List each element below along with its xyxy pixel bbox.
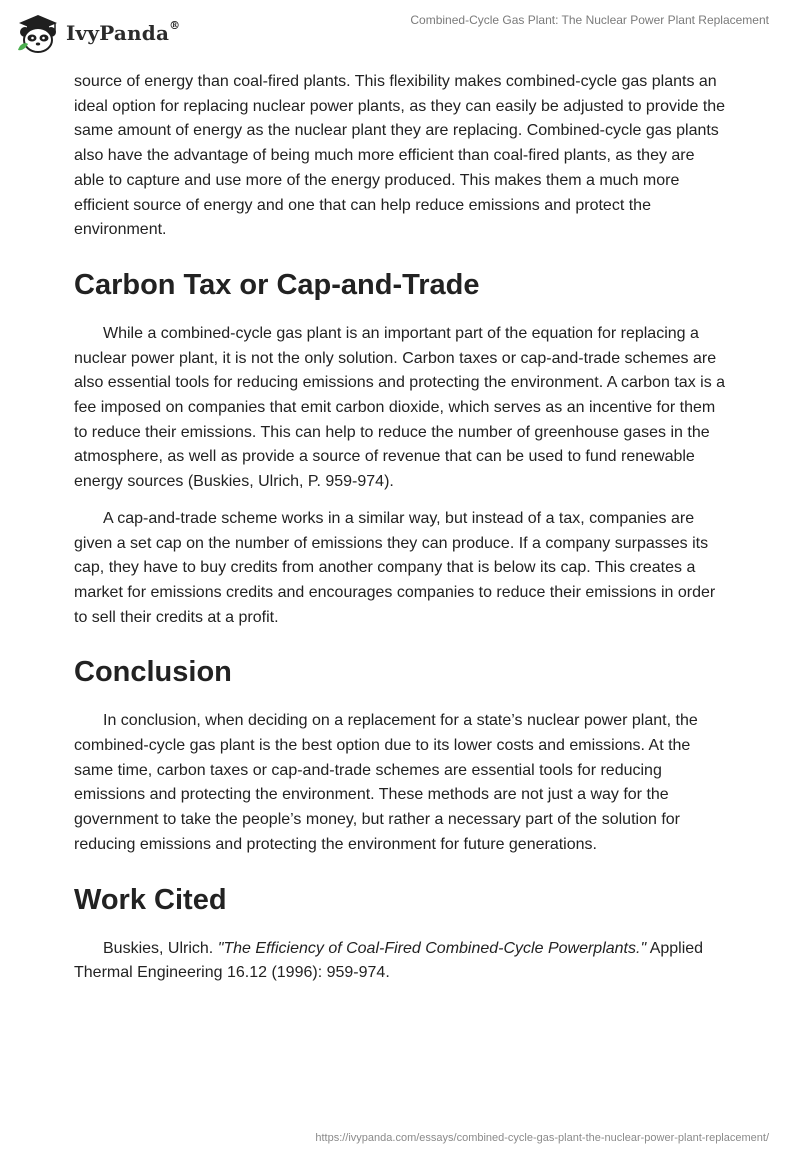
citation-entry <box>74 937 726 986</box>
section-heading-work-cited: Work Cited <box>74 883 227 916</box>
page-header <box>0 0 800 64</box>
carbon-tax-paragraph-1: While a combined-cycle gas plant is an important part of the equation for replacing a nuclear power plant, it is not the only solution. Carbon taxes or cap-and-trade schemes are also essential tools for reducing emissions and protecting the environment. A carbon tax is a fee imposed on companies that emit carbon dioxide, which serves as an incentive for them to reduce their emissions. This can help to reduce the number of greenhouse gases in the atmosphere, as well as provide a source of revenue that can be used to fund renewable energy sources (Buskies, Ulrich, P. 959-974). <box>74 324 726 491</box>
conclusion-paragraph: In conclusion, when deciding on a replacement for a state’s nuclear power plant, the combined-cycle gas plant is the best option due to its lower costs and emissions. At the same time, carbon taxes or cap-and-trade schemes are essential tools for reducing emissions and protecting the environment. These methods are not just a way for the government to take the people’s money, but rather a necessary part of the solution for reducing emissions and protecting the environment for future generations. <box>74 712 698 853</box>
citation-author: Buskies, Ulrich. <box>103 939 214 957</box>
carbon-tax-paragraph-2: A cap-and-trade scheme works in a similar way, but instead of a tax, companies are given a set cap on the number of emissions they can produce. If a company surpasses its cap, they have to buy credits from another company that is below its cap. This creates a market for emissions credits and encourages companies to reduce their emissions in order to sell their credits at a profit. <box>74 509 716 626</box>
ivypanda-logo[interactable] <box>14 8 180 58</box>
intro-paragraph: source of energy than coal-fired plants. This flexibility makes combined-cycle gas plants an ideal option for replacing nuclear power plants, as they can easily be adjusted to provide the same amount of energy as the nuclear plant they are replacing. Combined-cycle gas plants also have the advantage of being much more efficient than coal-fired plants, as they are able to capture and use more of the energy produced. This makes them a much more efficient source of energy and one that can help reduce emissions and protect the environment. <box>74 73 726 239</box>
citation-source: Applied Thermal Engineering 16.12 (1996): 959-974. <box>74 939 704 982</box>
citation-title: "The Efficiency of Coal-Fired Combined-Cycle Powerplants." <box>217 939 647 957</box>
brand-name: IvyPanda® <box>66 19 181 45</box>
section-heading-conclusion: Conclusion <box>74 656 232 689</box>
footer-url[interactable]: https://ivypanda.com/essays/combined-cycle-gas-plant-the-nuclear-power-plant-replacement/ <box>315 1132 769 1144</box>
essay-body <box>74 70 726 998</box>
section-heading-carbon-tax: Carbon Tax or Cap-and-Trade <box>74 268 480 301</box>
panda-graduate-icon <box>14 10 60 56</box>
document-title: Combined-Cycle Gas Plant: The Nuclear Power Plant Replacement <box>410 13 769 27</box>
